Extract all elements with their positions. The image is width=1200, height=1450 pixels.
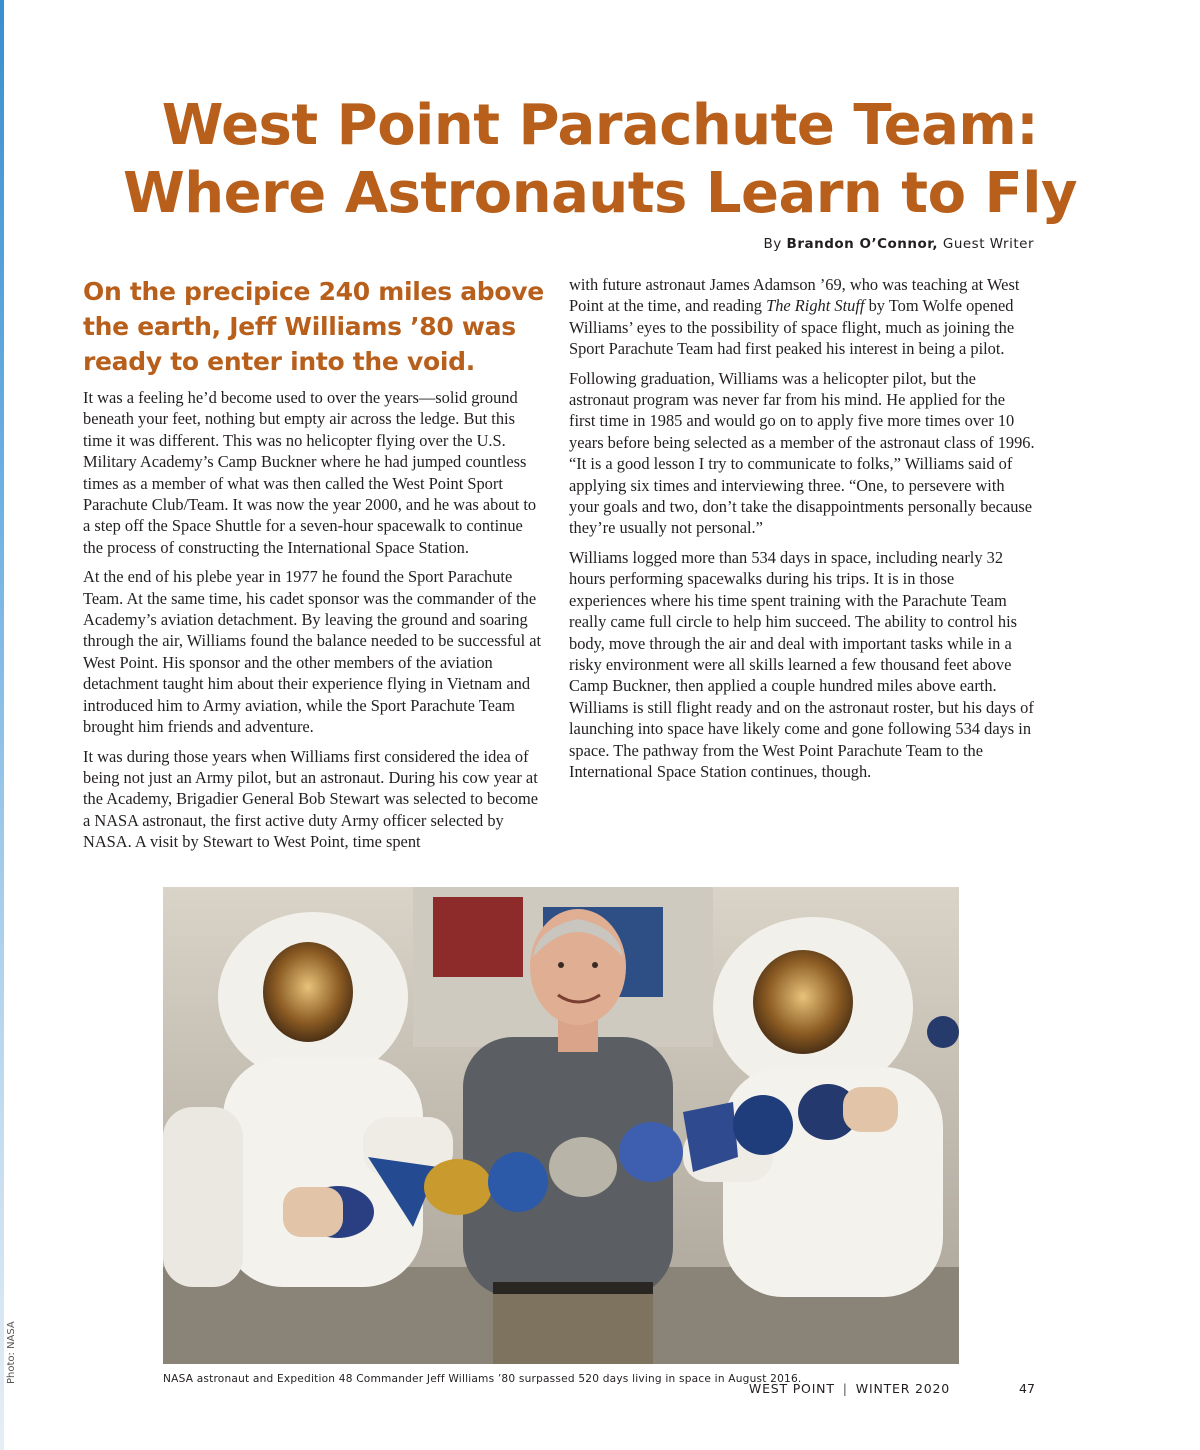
- paragraph-4-start: with future astronaut James Adamson ’69, who was teaching at West Point at the time, and reading: [569, 275, 1020, 316]
- paragraph-5: Following graduation, Williams was a helicopter pilot, but the astronaut program was never far from his mind. He applied for the first time in 1985 and would go on to apply five more times over 10 years before being selected as a member of the astronaut class of 1996. “It is a good lesson I try to communicate to folks,” Williams said of applying six times and interviewing three. “One, to persevere with your goals and two, don’t take the disappointments personally because they’re usually not personal.”: [569, 368, 1035, 538]
- page-number: 47: [1019, 1381, 1035, 1396]
- astronaut-photo: [163, 887, 959, 1364]
- right-column: [569, 274, 1035, 790]
- footer-separator: |: [842, 1381, 848, 1396]
- paragraph-2: At the end of his plebe year in 1977 he found the Sport Parachute Team. At the same time, his cadet sponsor was the commander of the Academy’s aviation detachment. By leaving the ground and soaring through the air, Williams found the balance needed to be successful at West Point. His sponsor and the other members of the aviation detachment taught him about their experience flying in Vietnam and introduced him to Army aviation, while the Sport Parachute Team brought him friends and adventure.: [83, 567, 542, 737]
- lede: On the precipice 240 miles above the earth, Jeff Williams ’80 was ready to enter into the void.: [83, 277, 544, 376]
- paragraph-4-end: by Tom Wolfe opened Williams’ eyes to the possibility of space flight, much as joining the Sport Parachute Team had first peaked his interest in being a pilot.: [569, 296, 1015, 359]
- article-title: [0, 92, 1200, 228]
- paragraph-3: It was during those years when Williams first considered the idea of being not just an Army pilot, but an astronaut. During his cow year at the Academy, Brigadier General Bob Stewart was selected to become a NASA astronaut, the first active duty Army officer selected by NASA. A visit by Stewart to West Point, time spent: [83, 746, 538, 852]
- byline: [763, 236, 1034, 252]
- byline-author: Brandon O’Connor,: [786, 236, 939, 252]
- title-line-1: West Point Parachute Team:: [161, 93, 1039, 158]
- paragraph-6: Williams logged more than 534 days in space, including nearly 32 hours performing spacewalks during his trips. It is in those experiences where his time spent training with the Parachute Team really came full circle to help him succeed. The ability to control his body, move through the air and deal with important tasks while in a risky environment were all skills learned a few thousand feet above Camp Buckner, then applied a couple hundred miles above earth. Williams is still flight ready and on the astronaut roster, but his days of launching into space have likely come and gone following 534 days in space. The pathway from the West Point Parachute Team to the International Space Station continues, though.: [569, 547, 1034, 781]
- astronaut-photo-illustration: [163, 887, 959, 1364]
- left-column: [83, 274, 545, 861]
- photo-credit: Photo: NASA: [6, 1321, 17, 1384]
- footer-publication: WEST POINT: [748, 1381, 835, 1396]
- title-line-2: Where Astronauts Learn to Fly: [123, 161, 1077, 226]
- paragraph-4: [569, 274, 1035, 360]
- byline-role: Guest Writer: [942, 236, 1034, 252]
- footer-issue: WINTER 2020: [855, 1381, 950, 1396]
- paragraph-1: It was a feeling he’d become used to over the years—solid ground beneath your feet, nothing but empty air across the ledge. But this time it was different. This was no helicopter flying over the U.S. Military Academy’s Camp Buckner where he had jumped countless times as a member of what was then called the West Point Sport Parachute Club/Team. It was now the year 2000, and he was about to a step off the Space Shuttle for a seven-hour spacewalk to continue the process of constructing the International Space Station.: [83, 388, 537, 557]
- book-title: The Right Stuff: [766, 296, 865, 316]
- page-footer: [749, 1381, 950, 1396]
- photo-caption: NASA astronaut and Expedition 48 Commander Jeff Williams ’80 surpassed 520 days living in space in August 2016.: [163, 1373, 802, 1385]
- byline-prefix: By: [763, 236, 782, 252]
